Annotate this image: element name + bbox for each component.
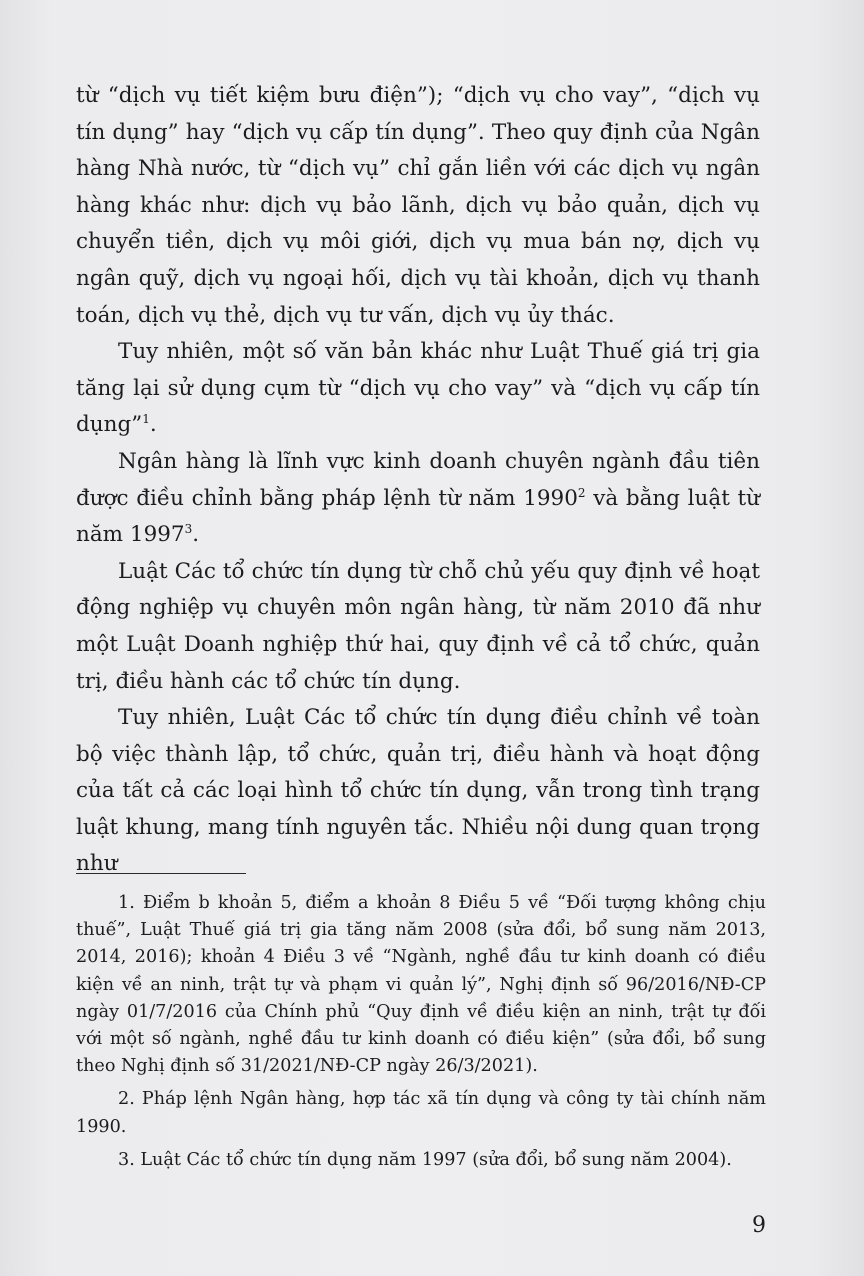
paragraph-2 xyxy=(76,334,760,444)
page-number: 9 xyxy=(752,1213,766,1238)
paragraph-3 xyxy=(76,444,760,554)
footnote-2: 2. Pháp lệnh Ngân hàng, hợp tác xã tín dụng và công ty tài chính năm 1990. xyxy=(76,1089,766,1137)
paragraph-5: Tuy nhiên, Luật Các tổ chức tín dụng điều chỉnh về toàn bộ việc thành lập, tổ chức, quản trị, điều hành và hoạt động của tất cả các loại hình tổ chức tín dụng, vẫn trong tình trạng luật khung, mang tính nguyên tắc. Nhiều nội dung quan trọng như xyxy=(76,705,760,877)
main-text xyxy=(76,78,760,883)
footnotes xyxy=(76,890,766,1180)
paragraph-4: Luật Các tổ chức tín dụng từ chỗ chủ yếu quy định về hoạt động nghiệp vụ chuyên môn ngân hàng, từ năm 2010 đã như một Luật Doanh nghiệp thứ hai, quy định về cả tổ chức, quản trị, điều hành các tổ chức tín dụng. xyxy=(76,558,760,694)
paragraph-3-end: . xyxy=(192,522,200,548)
footnote-ref-1: 1 xyxy=(142,412,150,427)
footnote-divider xyxy=(76,873,246,874)
paragraph-3-text-a: Ngân hàng là lĩnh vực kinh doanh chuyên ngành đầu tiên được điều chỉnh bằng pháp lệnh từ năm 1990 xyxy=(76,448,760,511)
footnote-1: 1. Điểm b khoản 5, điểm a khoản 8 Điều 5 về “Đối tượng không chịu thuế”, Luật Thuế giá trị gia tăng năm 2008 (sửa đổi, bổ sung năm 2013, 2014, 2016); khoản 4 Điều 3 về “Ngành, nghề đầu tư kinh doanh có điều kiện về an ninh, trật tự và phạm vi quản lý”, Nghị định số 96/2016/NĐ-CP ngày 01/7/2016 của Chính phủ “Quy định về điều kiện an ninh, trật tự đối với một số ngành, nghề đầu tư kinh doanh có điều kiện” (sửa đổi, bổ sung theo Nghị định số 31/2021/NĐ-CP ngày 26/3/2021). xyxy=(76,893,766,1077)
paragraph-3-text-b: và bằng luật từ năm 1997 xyxy=(76,485,760,548)
paragraph-2-text: Tuy nhiên, một số văn bản khác như Luật Thuế giá trị gia tăng lại sử dụng cụm từ “dịch vụ cho vay” và “dịch vụ cấp tín dụng” xyxy=(76,339,760,438)
footnote-ref-3: 3 xyxy=(184,521,193,536)
paragraph-2-end: . xyxy=(149,412,157,438)
paragraph-1: từ “dịch vụ tiết kiệm bưu điện”); “dịch vụ cho vay”, “dịch vụ tín dụng” hay “dịch vụ cấp tín dụng”. Theo quy định của Ngân hàng Nhà nước, từ “dịch vụ” chỉ gắn liền với các dịch vụ ngân hàng khác như: dịch vụ bảo lãnh, dịch vụ bảo quản, dịch vụ chuyển tiền, dịch vụ môi giới, dịch vụ mua bán nợ, dịch vụ ngân quỹ, dịch vụ ngoại hối, dịch vụ tài khoản, dịch vụ thanh toán, dịch vụ thẻ, dịch vụ tư vấn, dịch vụ ủy thác. xyxy=(76,83,760,328)
footnote-3: 3. Luật Các tổ chức tín dụng năm 1997 (sửa đổi, bổ sung năm 2004). xyxy=(118,1149,732,1170)
footnote-ref-2: 2 xyxy=(577,485,586,500)
